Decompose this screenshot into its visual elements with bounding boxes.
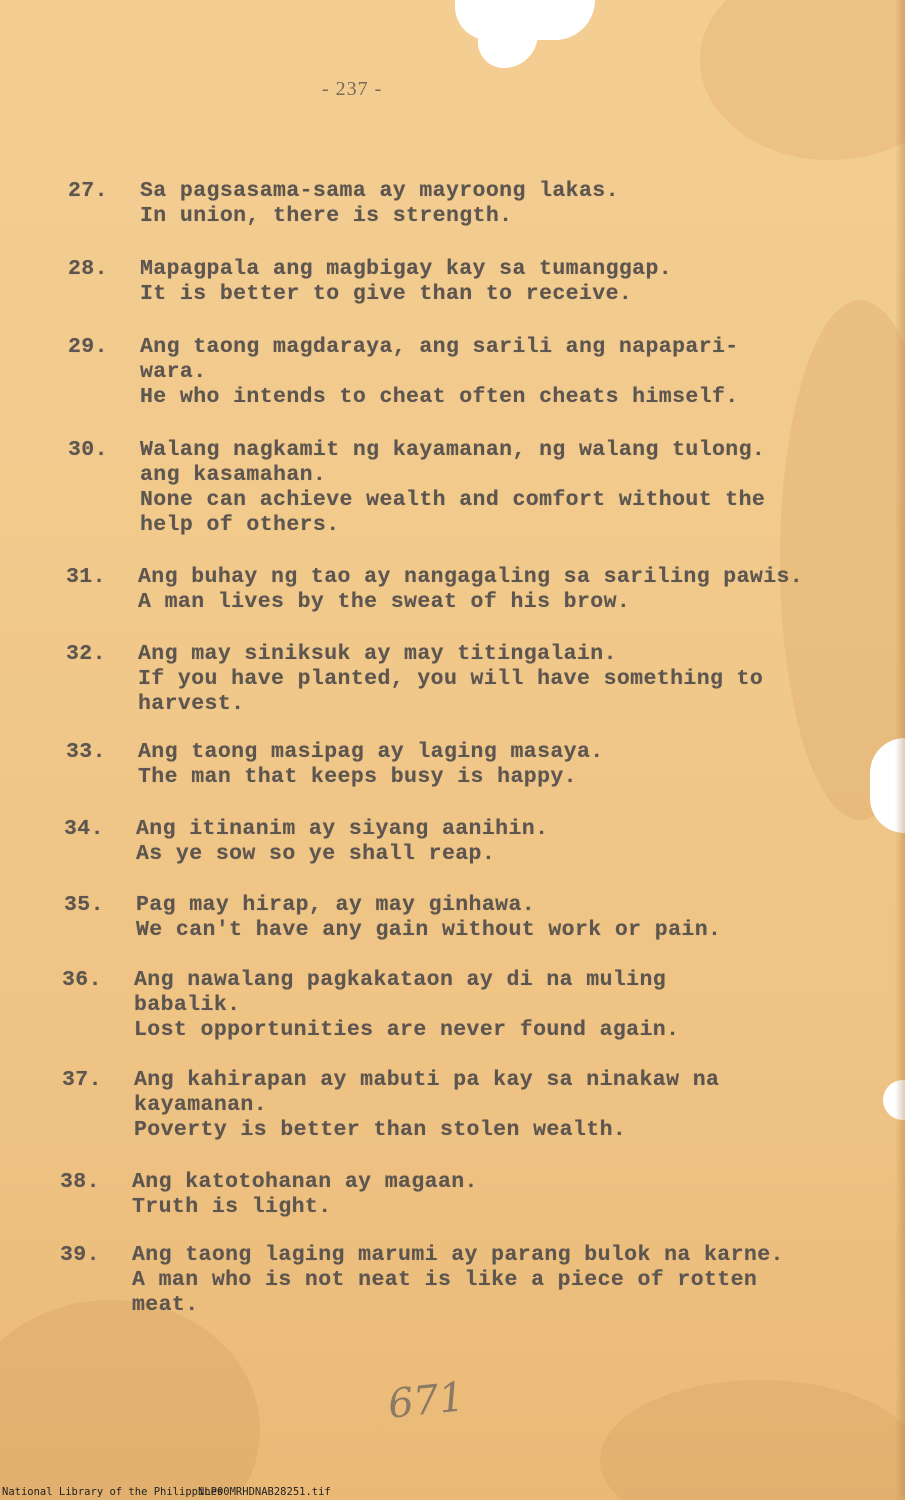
paper-stain [700, 0, 905, 160]
paper-stain [0, 1300, 260, 1500]
proverb-line: Sa pagsasama-sama ay mayroong lakas. [140, 179, 619, 203]
proverb-line: Ang buhay ng tao ay nangagaling sa sariling pawis. [138, 565, 804, 589]
proverb-line: None can achieve wealth and comfort without the [140, 488, 766, 512]
proverb-line: It is better to give than to receive. [140, 282, 633, 306]
proverb-text [138, 642, 763, 717]
proverb-number: 38. [60, 1170, 100, 1194]
proverb-line: Ang kahirapan ay mabuti pa kay sa ninakaw na [134, 1068, 720, 1092]
proverb-line: babalik. [134, 993, 241, 1017]
footer-library-name: National Library of the Philippines [2, 1486, 224, 1498]
proverb-line: In union, there is strength. [140, 204, 513, 228]
proverb-number: 27. [68, 179, 108, 203]
proverb-line: Walang nagkamit ng kayamanan, ng walang tulong. [140, 438, 766, 462]
proverb-text [140, 438, 765, 538]
proverb-line: Mapagpala ang magbigay kay sa tumanggap. [140, 257, 673, 281]
proverb-number: 29. [68, 335, 108, 359]
proverb-line: Ang taong masipag ay laging masaya. [138, 740, 604, 764]
proverb-line: Ang taong laging marumi ay parang bulok na karne. [132, 1243, 784, 1267]
proverb-text [140, 257, 672, 307]
proverb-number: 28. [68, 257, 108, 281]
proverb-text [138, 565, 803, 615]
proverb-text [136, 893, 721, 943]
proverb-line: meat. [132, 1293, 199, 1317]
proverb-text [136, 817, 548, 867]
proverb-line: Pag may hirap, ay may ginhawa. [136, 893, 536, 917]
proverb-text [134, 1068, 719, 1143]
paper-tear [478, 28, 538, 68]
proverb-line: Ang may siniksuk ay may titingalain. [138, 642, 617, 666]
page-number: - 237 - [322, 78, 383, 100]
proverb-text [140, 179, 619, 229]
proverb-line: We can't have any gain without work or pain. [136, 918, 722, 942]
proverb-line: Truth is light. [132, 1195, 332, 1219]
proverb-line: As ye sow so ye shall reap. [136, 842, 496, 866]
proverb-number: 39. [60, 1243, 100, 1267]
proverb-text [132, 1170, 478, 1220]
proverb-number: 33. [66, 740, 106, 764]
proverb-line: The man that keeps busy is happy. [138, 765, 577, 789]
footer-file-name: NLP00MRHDNAB28251.tif [198, 1486, 331, 1498]
proverb-number: 37. [62, 1068, 102, 1092]
proverb-text [134, 968, 679, 1043]
proverb-line: If you have planted, you will have something to [138, 667, 764, 691]
proverb-line: Poverty is better than stolen wealth. [134, 1118, 627, 1142]
proverb-line: harvest. [138, 692, 245, 716]
proverb-number: 31. [66, 565, 106, 589]
proverb-line: wara. [140, 360, 207, 384]
proverb-number: 30. [68, 438, 108, 462]
proverb-text [132, 1243, 784, 1318]
proverb-line: ang kasamahan. [140, 463, 327, 487]
proverb-line: He who intends to cheat often cheats himself. [140, 385, 739, 409]
handwritten-folio-number: 671 [385, 1374, 467, 1428]
proverb-number: 34. [64, 817, 104, 841]
proverb-text [140, 335, 739, 410]
proverb-number: 32. [66, 642, 106, 666]
proverb-line: Lost opportunities are never found again. [134, 1018, 680, 1042]
paper-stain [600, 1380, 905, 1500]
proverb-line: A man lives by the sweat of his brow. [138, 590, 631, 614]
proverb-text [138, 740, 604, 790]
proverb-line: Ang taong magdaraya, ang sarili ang napapari- [140, 335, 739, 359]
scan-footer [0, 1484, 905, 1500]
proverb-line: Ang nawalang pagkakataon ay di na muling [134, 968, 667, 992]
proverb-line: kayamanan. [134, 1093, 268, 1117]
proverb-number: 36. [62, 968, 102, 992]
proverb-line: Ang katotohanan ay magaan. [132, 1170, 478, 1194]
paper-edge-shadow [895, 0, 905, 1500]
proverb-line: help of others. [140, 513, 340, 537]
proverb-line: A man who is not neat is like a piece of rotten [132, 1268, 758, 1292]
proverb-line: Ang itinanim ay siyang aanihin. [136, 817, 549, 841]
proverb-number: 35. [64, 893, 104, 917]
